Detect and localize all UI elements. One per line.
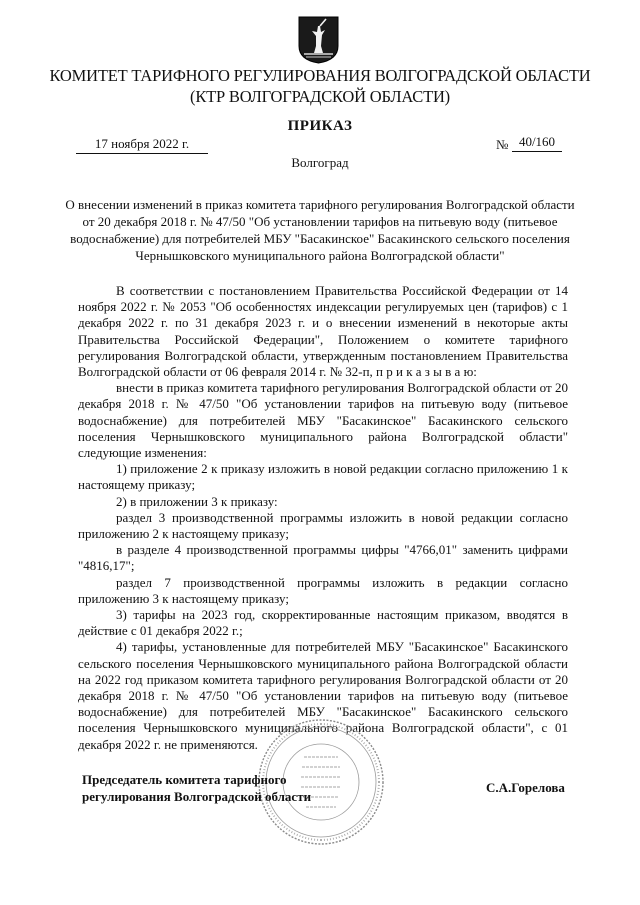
order-body — [78, 283, 568, 753]
body-paragraph: 4) тарифы, установленные для потребителей МБУ "Басакинское" Басакинского сельского поселения Чернышковского муниципального района Волгоградской области на 2022 год приказом комитета тарифного регулирования Волгоградской области от 20 декабря 2018 г. № 47/50 "Об установлении тарифов на питьевую воду (питьевое водоснабжение) для потребителей МБУ "Басакинское" Басакинского сельского поселения Чернышковского муниципального района Волгоградской области", с 01 декабря 2022 г. не применяются. — [78, 639, 568, 752]
order-city: Волгоград — [291, 155, 349, 170]
body-paragraph: 2) в приложении 3 к приказу: — [116, 493, 278, 509]
body-paragraph: раздел 3 производственной программы изложить в новой редакции согласно приложению 2 к настоящему приказу; — [78, 509, 568, 542]
signatory-position-line2: регулирования Волгоградской области — [82, 789, 312, 804]
order-date: 17 ноября 2022 г. — [76, 136, 208, 154]
body-paragraph: 1) приложение 2 к приказу изложить в новой редакции согласно приложению 1 к настоящему приказу; — [78, 461, 568, 493]
volgograd-emblem-icon — [298, 16, 339, 64]
signatory-name: С.А.Горелова — [486, 780, 565, 795]
body-paragraph: в разделе 4 производственной программы цифры "4766,01" заменить цифрами "4816,17"; — [78, 542, 568, 574]
order-subject: О внесении изменений в приказ комитета тарифного регулирования Волгоградской области от 20 декабря 2018 г. № 47/50 "Об установлении тарифов на питьевую воду (питьевое водоснабжение) для потребителей МБУ "Басакинское" Басакинского сельского поселения Чернышковского муниципального района Волгоградской области" — [65, 197, 575, 263]
body-paragraph: 3) тарифы на 2023 год, скорректированные настоящим приказом, вводятся в действие с 01 декабря 2022 г.; — [78, 607, 568, 639]
body-paragraph: внести в приказ комитета тарифного регулирования Волгоградской области от 20 декабря 2018 г. № 47/50 "Об установлении тарифов на питьевую воду (питьевое водоснабжение) для потребителей МБУ "Басакинское" Басакинского сельского поселения Чернышковского муниципального района Волгоградской области" следующие изменения: — [78, 380, 568, 461]
order-title: ПРИКАЗ — [287, 118, 353, 134]
signatory-position — [82, 771, 322, 805]
body-paragraph: В соответствии с постановлением Правительства Российской Федерации от 14 ноября 2022 г. № 2053 "Об особенностях индексации регулируемых цен (тарифов) с 1 декабря 2022 г. по 31 декабря 2023 г. и о внесении изменений в некоторые акты Правительства Российской Федерации", Положением о комитете тарифного регулирования Волгоградской области, утвержденным постановлением Правительства Волгоградской области от 06 февраля 2014 г. № 32-п, п р и к а з ы в а ю: — [78, 283, 568, 380]
body-paragraph: раздел 7 производственной программы изложить в редакции согласно приложению 3 к настоящему приказу; — [78, 574, 568, 606]
organization-name: КОМИТЕТ ТАРИФНОГО РЕГУЛИРОВАНИЯ ВОЛГОГРАДСКОЙ ОБЛАСТИ — [49, 66, 591, 85]
order-number: 40/160 — [512, 134, 562, 152]
order-number-sign: № — [496, 137, 509, 152]
signatory-position-line1: Председатель комитета тарифного — [82, 772, 287, 787]
organization-short-name: (КТР ВОЛГОГРАДСКОЙ ОБЛАСТИ) — [190, 87, 450, 106]
